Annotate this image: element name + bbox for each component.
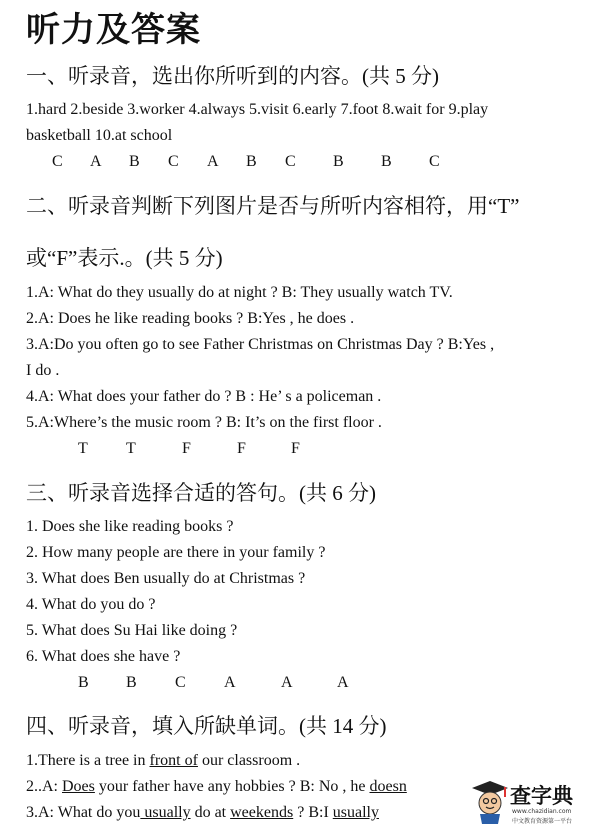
- answer: C: [52, 153, 63, 170]
- filled-blank: weekends: [230, 804, 294, 821]
- section-2-line: 2.A: Does he like reading books ? B:Yes , he does .: [26, 310, 355, 327]
- section-3-heading: 三、听录音选择合适的答句。(共 6 分): [26, 481, 376, 505]
- answer: C: [285, 153, 296, 170]
- answer: C: [429, 153, 440, 170]
- answer: C: [175, 674, 186, 691]
- section-2-heading-cont: 或“F”表示.。(共 5 分): [26, 246, 223, 270]
- filled-blank: usually: [332, 804, 379, 821]
- section-3-line: 2. How many people are there in your family ?: [26, 544, 326, 561]
- answer: B: [381, 153, 392, 170]
- section-3-line: 1. Does she like reading books ?: [26, 518, 234, 535]
- section-4-line: 1.There is a tree in front of our classroom .: [26, 752, 301, 769]
- answer: B: [78, 674, 89, 691]
- section-2-line: 1.A: What do they usually do at night ? B: They usually watch TV.: [26, 284, 453, 301]
- section-2-line: 4.A: What does your father do ? B : He’ s a policeman .: [26, 388, 382, 405]
- answer: F: [182, 440, 191, 457]
- logo-url: www.chazidian.com: [512, 808, 572, 815]
- answer: A: [90, 153, 102, 170]
- section-4-heading: 四、听录音，填入所缺单词。(共 14 分): [26, 714, 387, 738]
- answer: A: [337, 674, 349, 691]
- answer: A: [224, 674, 236, 691]
- chazidian-logo: [468, 776, 588, 826]
- section-3-line: 3. What does Ben usually do at Christmas ?: [26, 570, 306, 587]
- answer: B: [246, 153, 257, 170]
- section-2-line: 3.A:Do you often go to see Father Christmas on Christmas Day ? B:Yes ,: [26, 336, 495, 353]
- answer: B: [333, 153, 344, 170]
- answer: B: [129, 153, 140, 170]
- filled-blank: Does: [62, 778, 95, 795]
- section-2-line: I do .: [26, 362, 60, 379]
- logo-text: 查字典: [510, 784, 573, 808]
- answer: A: [207, 153, 219, 170]
- section-1-line: basketball 10.at school: [26, 127, 173, 144]
- section-4-line: 2..A: Does your father have any hobbies ? B: No , he doesn: [26, 778, 407, 795]
- answer: B: [126, 674, 137, 691]
- answer: F: [291, 440, 300, 457]
- page-title: 听力及答案: [26, 12, 201, 49]
- answer: T: [78, 440, 88, 457]
- section-1-heading: 一、听录音，选出你所听到的内容。(共 5 分): [26, 64, 439, 88]
- section-3-line: 5. What does Su Hai like doing ?: [26, 622, 238, 639]
- answer: T: [126, 440, 136, 457]
- filled-blank: front of: [149, 752, 198, 769]
- section-1-line: 1.hard 2.beside 3.worker 4.always 5.visit 6.early 7.foot 8.wait for 9.play: [26, 101, 489, 118]
- section-3-line: 6. What does she have ?: [26, 648, 181, 665]
- section-2-line: 5.A:Where’s the music room ? B: It’s on the first floor .: [26, 414, 382, 431]
- answer: A: [281, 674, 293, 691]
- section-4-line: 3.A: What do you usually do at weekends ? B:I usually: [26, 804, 379, 821]
- answer: F: [237, 440, 246, 457]
- answer: C: [168, 153, 179, 170]
- filled-blank: doesn: [369, 778, 407, 795]
- logo-subtitle: 中文教育资源第一平台: [512, 818, 573, 825]
- filled-blank: usually: [140, 804, 191, 821]
- section-3-line: 4. What do you do ?: [26, 596, 156, 613]
- section-2-heading: 二、听录音判断下列图片是否与所听内容相符，用“T”: [26, 194, 520, 218]
